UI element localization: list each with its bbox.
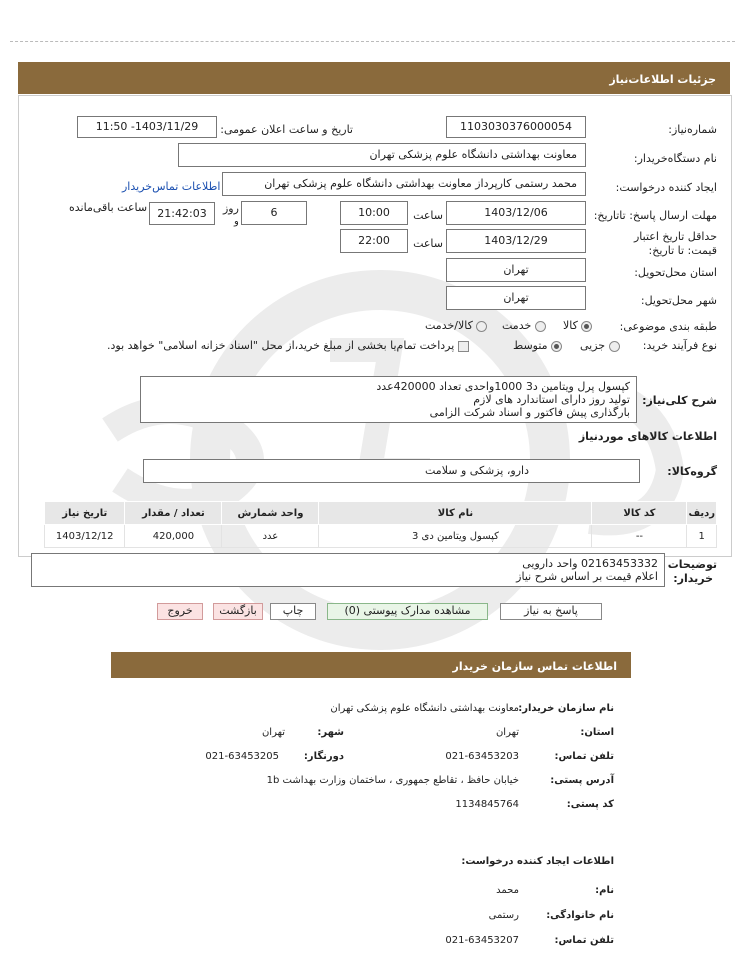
creator-phone-value: 021-63453207 [445, 935, 519, 946]
contact-province-value: تهران [495, 727, 519, 738]
validity-time-label: ساعت [413, 237, 443, 250]
back-button[interactable]: بازگشت [213, 603, 263, 620]
buyer-contact-link[interactable]: اطلاعات تماس‌خریدار [122, 180, 221, 193]
contact-fax-value: 021-63453205 [205, 751, 279, 762]
exit-button[interactable]: خروج [157, 603, 203, 620]
contact-city-label: شهر: [317, 727, 344, 738]
items-table [44, 501, 717, 548]
contact-title: اطلاعات تماس سازمان خریدار [452, 660, 617, 673]
deadline-date-field: 1403/12/06 [446, 201, 586, 225]
province-field: تهران [446, 258, 586, 282]
category-option-service[interactable]: خدمت [502, 319, 546, 332]
top-divider [10, 41, 735, 42]
buyer-org-label: نام دستگاه‌خریدار: [633, 152, 717, 165]
buyer-notes-label-2: خریدار: [673, 572, 713, 585]
and-label: و [234, 216, 239, 227]
creator-field: محمد رستمی کارپرداز معاونت بهداشتی دانشگاه علوم پزشکی تهران [222, 172, 586, 196]
announce-label: تاریخ و ساعت اعلان عمومی: [220, 123, 353, 136]
contact-province-label: استان: [580, 727, 614, 738]
treasury-payment-option[interactable]: پرداخت تمام‌یا بخشی از مبلغ خرید،از محل "اسناد خزانه اسلامی" خواهد بود. [107, 339, 469, 352]
col-code: کد کالا [592, 502, 687, 525]
table-header-row [45, 502, 717, 525]
contact-address-value: خیابان حافظ ، تقاطع جمهوری ، ساختمان وزارت بهداشت 1b [266, 775, 519, 786]
category-label: طبقه بندی موضوعی: [619, 320, 717, 333]
days-label: روز [223, 202, 239, 215]
need-number-label: شماره‌نیاز: [668, 123, 717, 136]
deadline-label: مهلت ارسال پاسخ: تاتاریخ: [593, 209, 717, 222]
group-label: گروه‌کالا: [667, 465, 717, 478]
creator-family-value: رستمی [488, 910, 519, 921]
radio-selected-icon [581, 321, 592, 332]
process-option-minor[interactable]: جزیی [580, 339, 620, 352]
contact-city-value: تهران [261, 727, 285, 738]
process-label: نوع فرآیند خرید: [642, 339, 717, 352]
checkbox-icon [458, 341, 469, 352]
radio-icon [609, 341, 620, 352]
col-qty: تعداد / مقدار [125, 502, 222, 525]
remaining-time-field: 21:42:03 [149, 202, 215, 225]
deadline-time-label: ساعت [413, 209, 443, 222]
contact-postal-label: کد پستی: [566, 799, 614, 810]
contact-phone-label: تلفن تماس: [554, 751, 614, 762]
province-label: استان محل‌تحویل: [634, 266, 717, 279]
buyer-org-field: معاونت بهداشتی دانشگاه علوم پزشکی تهران [178, 143, 586, 167]
days-field: 6 [241, 201, 307, 225]
goods-info-label: اطلاعات کالاهای موردنیاز [578, 430, 717, 443]
remaining-label: ساعت باقی‌مانده [69, 201, 148, 214]
contact-postal-value: 1134845764 [455, 799, 519, 810]
contact-org-label: نام سازمان خریدار: [518, 703, 614, 714]
creator-name-value: محمد [496, 885, 519, 896]
radio-icon [476, 321, 487, 332]
creator-info-title: اطلاعات ایجاد کننده درخواست: [461, 856, 614, 867]
announce-field: 1403/11/29- 11:50 [77, 116, 217, 138]
contact-header-bar [111, 652, 631, 678]
attachments-button[interactable]: مشاهده مدارک پیوستی (0) [327, 603, 488, 620]
deadline-time-field: 10:00 [340, 201, 408, 225]
col-date: تاریخ نیاز [45, 502, 125, 525]
contact-fax-label: دورنگار: [303, 751, 344, 762]
validity-label: حداقل تاریخ اعتبار قیمت: تا تاریخ: [633, 230, 717, 257]
category-option-goods[interactable]: کالا [563, 319, 592, 332]
page-title: جزئیات اطلاعات‌نیاز [609, 73, 716, 86]
need-number-field: 1103030376000054 [446, 116, 586, 138]
radio-selected-icon [551, 341, 562, 352]
buyer-notes-label: توضیحات [667, 558, 717, 571]
category-option-both[interactable]: کالا/خدمت [425, 319, 487, 332]
header-bar [18, 62, 730, 94]
validity-time-field: 22:00 [340, 229, 408, 253]
print-button[interactable]: چاپ [270, 603, 316, 620]
summary-label: شرح کلی‌نیاز: [642, 394, 717, 407]
col-name: نام کالا [319, 502, 592, 525]
creator-phone-label: تلفن تماس: [554, 935, 614, 946]
col-row: ردیف [687, 502, 717, 525]
process-option-medium[interactable]: متوسط [513, 339, 562, 352]
contact-org-value: معاونت بهداشتی دانشگاه علوم پزشکی تهران [330, 703, 519, 714]
creator-name-label: نام: [595, 885, 614, 896]
reply-button[interactable]: پاسخ به نیاز [500, 603, 602, 620]
validity-date-field: 1403/12/29 [446, 229, 586, 253]
city-field: تهران [446, 286, 586, 310]
contact-phone-value: 021-63453203 [445, 751, 519, 762]
contact-address-label: آدرس پستی: [550, 775, 614, 786]
city-label: شهر محل‌تحویل: [640, 294, 717, 307]
creator-family-label: نام خانوادگی: [546, 910, 614, 921]
group-field: دارو، پزشکی و سلامت [143, 459, 640, 483]
col-unit: واحد شمارش [222, 502, 319, 525]
table-row: 1 -- کپسول ویتامین دی 3 عدد 420,000 1403/12/12 [45, 525, 717, 548]
summary-text: کپسول پرل ویتامین د3 1000واحدی تعداد 420000عدد تولید روز دارای استاندارد های لازم بارگذاری پیش فاکتور و اسناد شرکت الزامی [140, 376, 637, 423]
radio-icon [535, 321, 546, 332]
buyer-notes-text: 02163453332 واحد دارویی اعلام قیمت بر اساس شرح نیاز [31, 553, 665, 587]
creator-label: ایجاد کننده درخواست: [615, 181, 717, 194]
